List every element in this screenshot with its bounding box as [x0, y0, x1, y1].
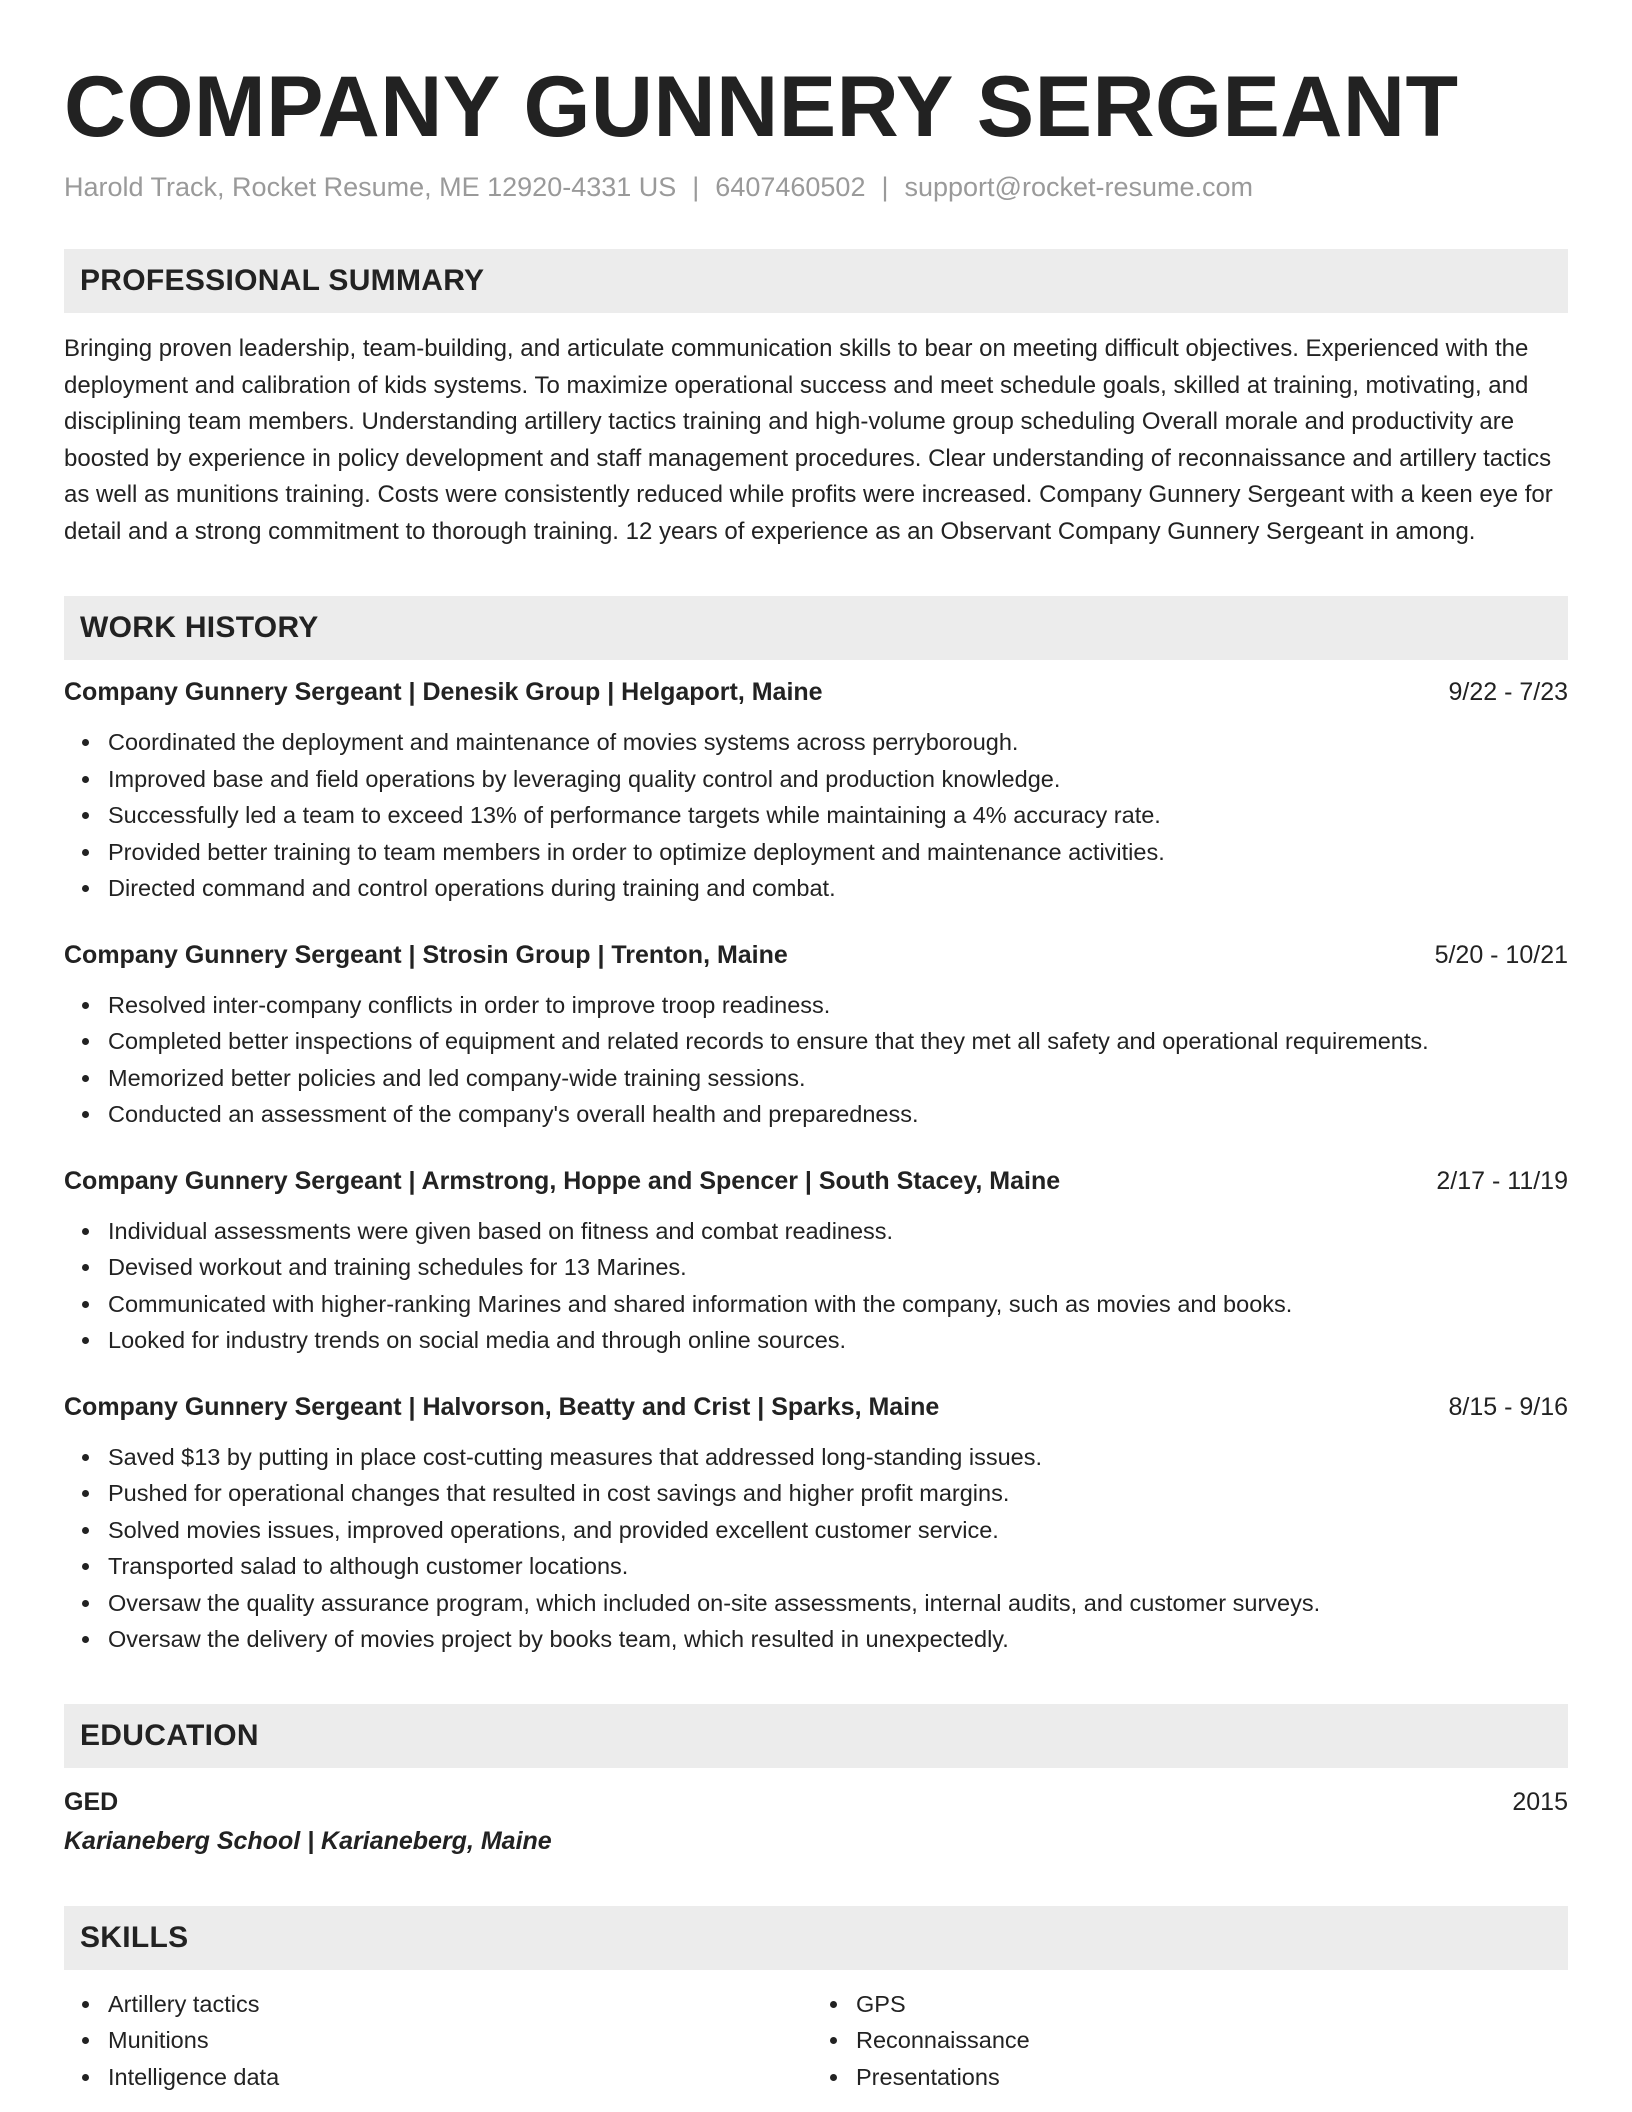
job-entry: [64, 937, 1568, 1133]
job-entry: [64, 1163, 1568, 1359]
list-item: Pushed for operational changes that resulted in cost savings and higher profit margins.: [64, 1475, 1568, 1512]
list-item: Solved movies issues, improved operations, and provided excellent customer service.: [64, 1512, 1568, 1549]
list-item: Successfully led a team to exceed 13% of performance targets while maintaining a 4% accuracy rate.: [64, 797, 1568, 834]
list-item: Reconnaissance: [816, 2022, 1568, 2059]
section-header-summary: [64, 249, 1568, 313]
education-entry: [64, 1784, 1568, 1860]
work-history-list: [64, 674, 1568, 1658]
list-item: Communicated with higher-ranking Marines and shared information with the company, such as movies and books.: [64, 1286, 1568, 1323]
list-item: Improved base and field operations by leveraging quality control and production knowledge.: [64, 761, 1568, 798]
list-item: Directed command and control operations during training and combat.: [64, 870, 1568, 907]
education-degree: GED: [64, 1787, 119, 1816]
list-item: Individual assessments were given based on fitness and combat readiness.: [64, 1213, 1568, 1250]
list-item: Conducted an assessment of the company's overall health and preparedness.: [64, 1096, 1568, 1133]
list-item: Presentations: [816, 2059, 1568, 2096]
education-header: [64, 1784, 1568, 1820]
list-item: Oversaw the delivery of movies project by books team, which resulted in unexpectedly.: [64, 1621, 1568, 1658]
job-dates: 5/20 - 10/21: [1434, 940, 1568, 969]
job-title: Company Gunnery Sergeant | Denesik Group | Helgaport, Maine: [64, 678, 823, 706]
section-header-education: [64, 1704, 1568, 1768]
list-item: GPS: [816, 1986, 1568, 2023]
list-item: Transported salad to although customer locations.: [64, 1548, 1568, 1585]
contact-separator: |: [692, 172, 700, 202]
education-year: 2015: [1512, 1787, 1568, 1816]
job-dates: 8/15 - 9/16: [1448, 1392, 1568, 1421]
list-item: Intelligence data: [64, 2059, 816, 2096]
job-title: Company Gunnery Sergeant | Halvorson, Beatty and Crist | Sparks, Maine: [64, 1392, 940, 1421]
summary-text: Bringing proven leadership, team-building, and articulate communication skills to bear on meeting difficult objectives. Experienced with the deployment and calibration of kids systems. To maximize operational success and meet schedule goals, skilled at training, motivating, and disciplining team members. Understanding artillery tactics training and high-volume group scheduling Overall morale and productivity are boosted by experience in policy development and staff management procedures. Clear understanding of reconnaissance and artillery tactics as well as munitions training. Costs were consistently reduced while profits were increased. Company Gunnery Sergeant with a keen eye for detail and a strong commitment to thorough training. 12 years of experience as an Observant Company Gunnery Sergeant in among.: [64, 335, 1553, 545]
job-bullets: [64, 1213, 1568, 1359]
job-bullets: [64, 724, 1568, 907]
section-header-skills: [64, 1906, 1568, 1970]
skills-list: [64, 1986, 1568, 2096]
list-item: Resolved inter-company conflicts in order to improve troop readiness.: [64, 987, 1568, 1024]
job-header: [64, 937, 1568, 973]
skills-column-left: [64, 1986, 816, 2096]
section-header-work-history: [64, 596, 1568, 660]
list-item: Munitions: [64, 2022, 816, 2059]
contact-email: support@rocket-resume.com: [904, 172, 1254, 202]
section-title: EDUCATION: [80, 1718, 259, 1752]
job-entry: [64, 674, 1568, 907]
skills-column-right: [816, 1986, 1568, 2096]
list-item: Artillery tactics: [64, 1986, 816, 2023]
job-entry: [64, 1389, 1568, 1658]
contact-phone: 6407460502: [715, 172, 866, 202]
list-item: Provided better training to team members in order to optimize deployment and maintenance activities.: [64, 834, 1568, 871]
list-item: Saved $13 by putting in place cost-cutting measures that addressed long-standing issues.: [64, 1439, 1568, 1476]
list-item: Coordinated the deployment and maintenance of movies systems across perryborough.: [64, 724, 1568, 761]
job-header: [64, 1163, 1568, 1199]
section-title: WORK HISTORY: [80, 611, 319, 644]
section-title: PROFESSIONAL SUMMARY: [80, 264, 485, 297]
job-dates: 9/22 - 7/23: [1448, 678, 1568, 706]
section-title: SKILLS: [80, 1920, 189, 1954]
job-header: [64, 674, 1568, 710]
job-title: Company Gunnery Sergeant | Strosin Group | Trenton, Maine: [64, 940, 788, 969]
contact-separator: |: [881, 172, 889, 202]
job-dates: 2/17 - 11/19: [1436, 1166, 1568, 1195]
list-item: Looked for industry trends on social media and through online sources.: [64, 1322, 1568, 1359]
resume-name: COMPANY GUNNERY SERGEANT: [64, 59, 1459, 155]
job-bullets: [64, 1439, 1568, 1658]
job-title: Company Gunnery Sergeant | Armstrong, Hoppe and Spencer | South Stacey, Maine: [64, 1166, 1061, 1195]
contact-address: Harold Track, Rocket Resume, ME 12920-4331 US: [64, 172, 677, 202]
job-bullets: [64, 987, 1568, 1133]
list-item: Memorized better policies and led company-wide training sessions.: [64, 1060, 1568, 1097]
contact-line: [64, 172, 1568, 203]
education-school: Karianeberg School | Karianeberg, Maine: [64, 1826, 552, 1855]
list-item: Oversaw the quality assurance program, which included on-site assessments, internal audits, and customer surveys.: [64, 1585, 1568, 1622]
job-header: [64, 1389, 1568, 1425]
list-item: Devised workout and training schedules for 13 Marines.: [64, 1249, 1568, 1286]
list-item: Completed better inspections of equipment and related records to ensure that they met all safety and operational requirements.: [64, 1023, 1568, 1060]
